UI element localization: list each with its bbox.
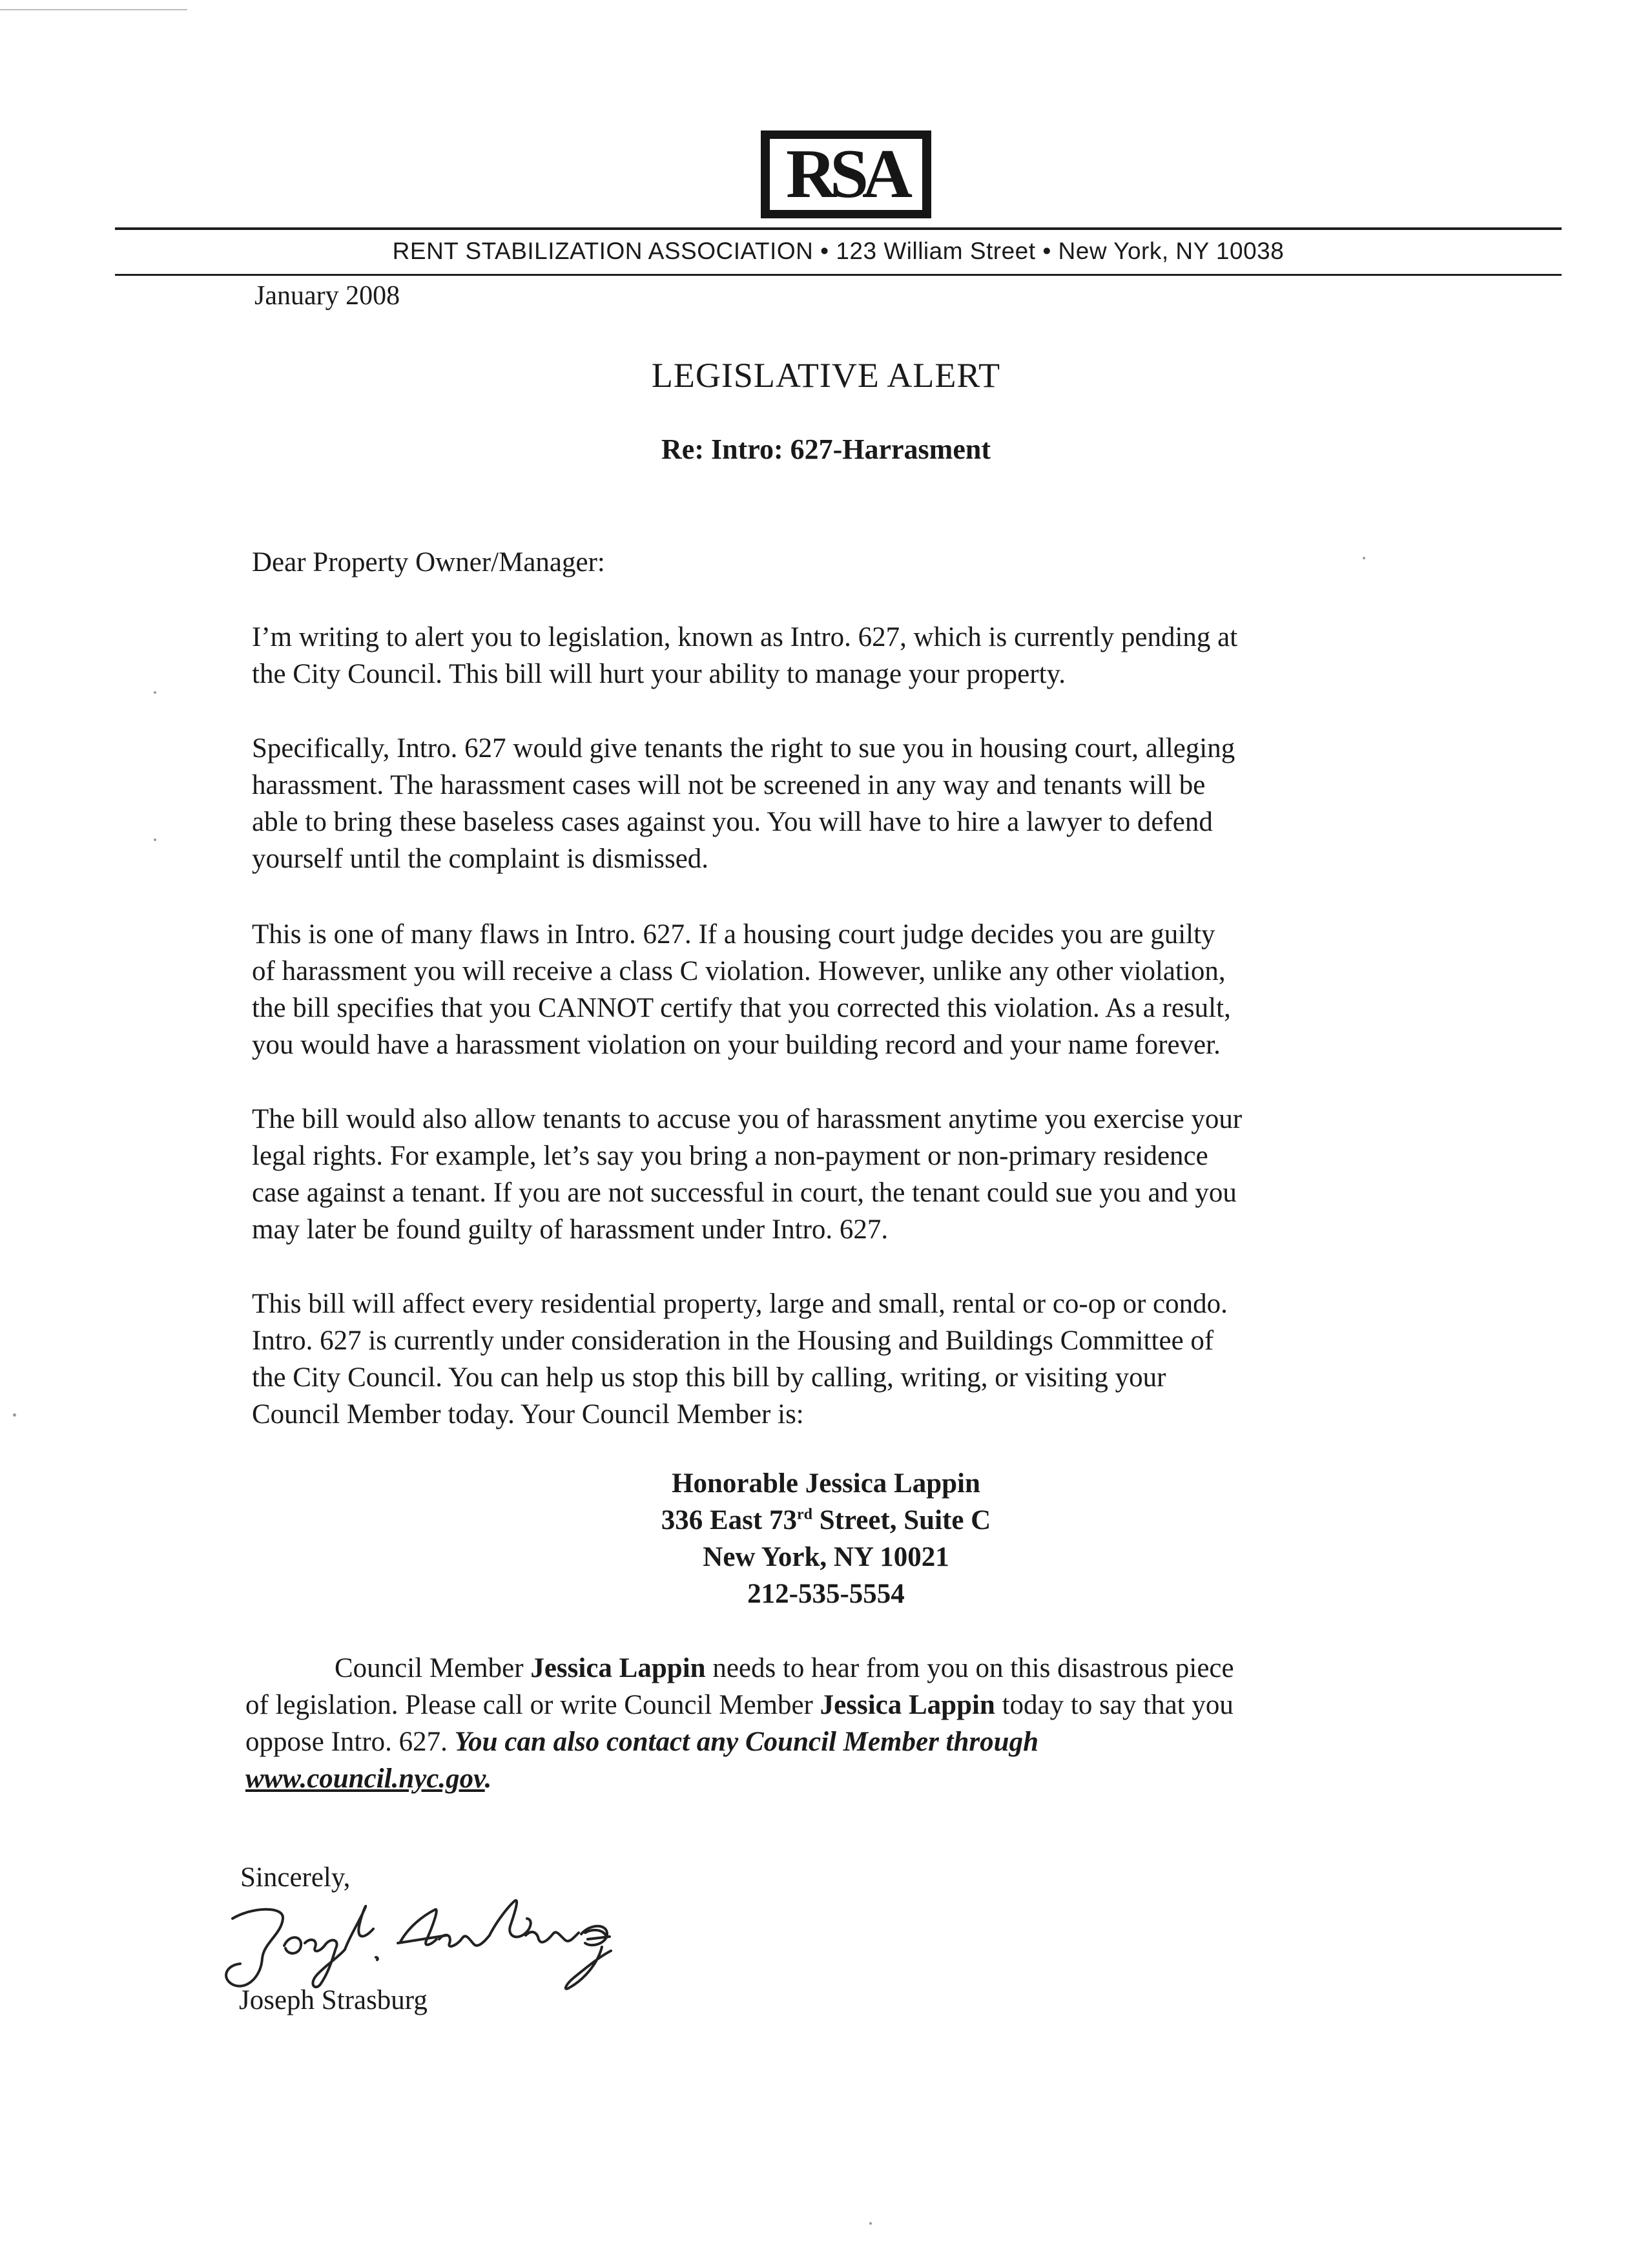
contact-emphasis: You can also contact any Council Member through [454, 1727, 1038, 1757]
street-rest: Street, Suite C [812, 1505, 991, 1535]
scan-speck [154, 691, 156, 694]
closing-text: Council Member [335, 1653, 531, 1683]
council-member-name: Honorable Jessica Lappin [672, 1468, 980, 1499]
street-number: 336 East 73 [661, 1505, 797, 1535]
paragraph-line: the City Council. This bill will hurt your ability to manage your property. [252, 659, 1066, 689]
scan-edge-line [0, 9, 187, 10]
rsa-logo-inner [770, 136, 922, 213]
closing-text: oppose Intro. 627. [245, 1727, 455, 1757]
paragraph-line: Intro. 627 is currently under consideration in the Housing and Buildings Committee of [252, 1326, 1214, 1356]
paragraph-line: the bill specifies that you CANNOT certify that you corrected this violation. As a result, [252, 993, 1231, 1023]
street-ordinal-suffix: rd [796, 1506, 812, 1523]
closing-line [245, 1687, 1421, 1723]
paragraph-3 [252, 916, 1401, 1063]
closing-line [245, 1760, 1421, 1797]
paragraph-2 [252, 730, 1401, 877]
paragraph-1 [252, 619, 1401, 692]
complimentary-close: Sincerely, [240, 1862, 351, 1893]
paragraph-line: The bill would also allow tenants to accuse you of harassment anytime you exercise your [252, 1104, 1243, 1134]
closing-period: . [484, 1763, 492, 1794]
closing-line [245, 1650, 1421, 1687]
scan-speck [869, 2222, 872, 2225]
alert-title: LEGISLATIVE ALERT [651, 356, 1001, 395]
paragraph-line: Specifically, Intro. 627 would give tenants the right to sue you in housing court, alleging [252, 733, 1235, 764]
subject-line: Re: Intro: 627-Harrasment [661, 433, 991, 465]
closing-paragraph [245, 1650, 1421, 1797]
letter-date: January 2008 [254, 281, 400, 311]
paragraph-line: you would have a harassment violation on your building record and your name forever. [252, 1030, 1221, 1060]
council-member-city: New York, NY 10021 [703, 1542, 949, 1572]
paragraph-line: able to bring these baseless cases against you. You will have to hire a lawyer to defend [252, 807, 1213, 837]
signer-name: Joseph Strasburg [239, 1985, 428, 2015]
letterhead-bottom-rule [115, 274, 1562, 276]
paragraph-line: Council Member today. Your Council Member is: [252, 1399, 804, 1430]
paragraph-4 [252, 1101, 1401, 1248]
paragraph-line: This is one of many flaws in Intro. 627. If a housing court judge decides you are guilty [252, 919, 1215, 950]
paragraph-line: legal rights. For example, let’s say you bring a non-payment or non-primary residence [252, 1141, 1208, 1171]
letterhead-address: RENT STABILIZATION ASSOCIATION • 123 William Street • New York, NY 10038 [392, 238, 1285, 264]
scan-speck [154, 838, 156, 841]
council-member-phone: 212-535-5554 [747, 1579, 905, 1609]
paragraph-line: This bill will affect every residential property, large and small, rental or co-op or condo. [252, 1289, 1228, 1319]
council-website-link[interactable]: www.council.nyc.gov [245, 1763, 485, 1794]
paragraph-line: the City Council. You can help us stop this bill by calling, writing, or visiting your [252, 1362, 1166, 1393]
paragraph-5 [252, 1285, 1401, 1433]
paragraph-line: case against a tenant. If you are not successful in court, the tenant could sue you and you [252, 1178, 1237, 1208]
rsa-logo-text: RSA [785, 136, 907, 213]
closing-text: needs to hear from you on this disastrous piece [705, 1653, 1234, 1683]
scan-speck [1363, 557, 1365, 559]
paragraph-line: harassment. The harassment cases will not be screened in any way and tenants will be [252, 770, 1206, 800]
council-member-address [0, 1465, 1652, 1612]
closing-text: of legislation. Please call or write Council Member [245, 1690, 820, 1720]
paragraph-line: yourself until the complaint is dismissed. [252, 844, 709, 874]
rsa-logo [761, 130, 931, 218]
council-member-street [0, 1502, 1652, 1539]
paragraph-line: may later be found guilty of harassment under Intro. 627. [252, 1214, 889, 1245]
closing-line [245, 1723, 1421, 1760]
closing-text: today to say that you [995, 1690, 1234, 1720]
paragraph-line: of harassment you will receive a class C violation. However, unlike any other violation, [252, 956, 1226, 986]
letterhead-top-rule [115, 227, 1562, 230]
salutation: Dear Property Owner/Manager: [252, 547, 605, 577]
member-name-bold: Jessica Lappin [820, 1690, 995, 1720]
member-name-bold: Jessica Lappin [530, 1653, 706, 1683]
handwritten-signature [207, 1881, 652, 1997]
scan-speck [13, 1413, 16, 1417]
paragraph-line: I’m writing to alert you to legislation, known as Intro. 627, which is currently pending at [252, 622, 1238, 652]
